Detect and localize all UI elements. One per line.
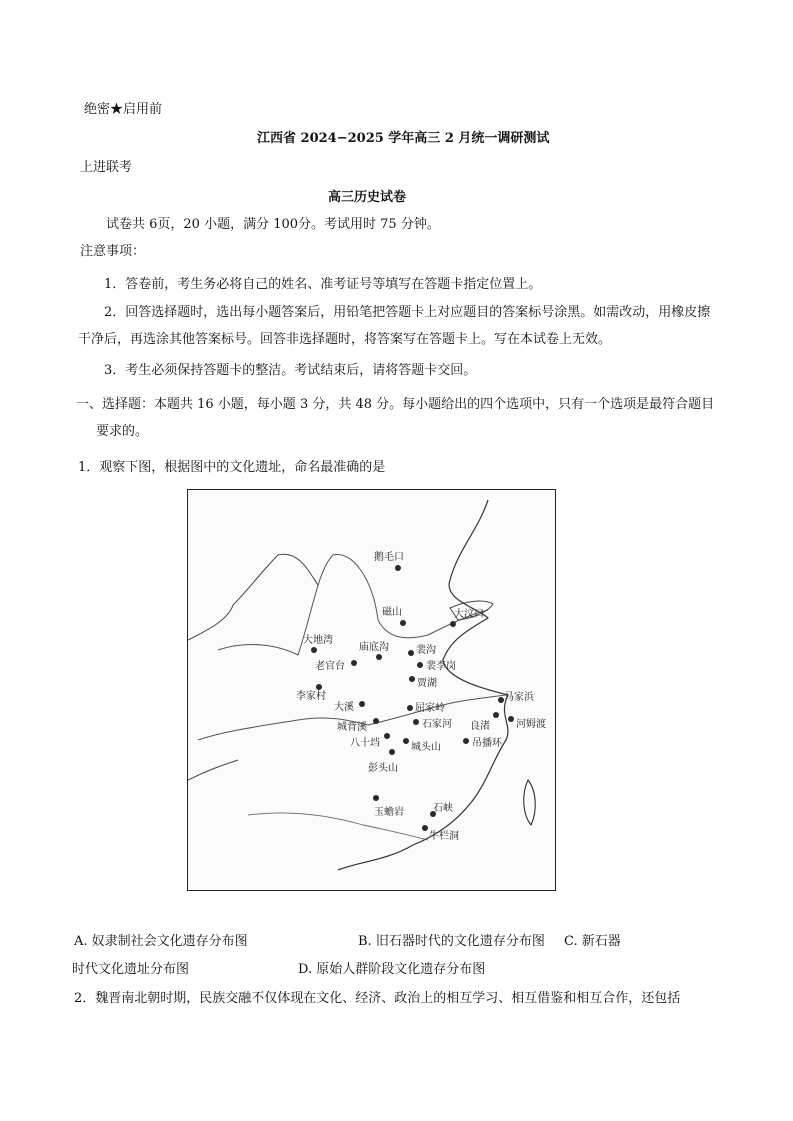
site-dot-cishan: [400, 620, 406, 626]
union-name: 上进联考: [80, 160, 133, 175]
site-dot-niulandong: [422, 825, 428, 831]
site-dot-peigou: [408, 650, 414, 656]
q1-stem: 1．观察下图，根据图中的文化遗址，命名最准确的是: [78, 460, 386, 475]
exam-title: 江西省 2024−2025 学年高三 2 月统一调研测试: [257, 131, 550, 146]
site-label-shijiahe: 石家河: [422, 719, 452, 730]
site-label-dawenkou: 大汶口: [454, 609, 484, 620]
q1-option-a: A. 奴隶制社会文化遗存分布图: [74, 934, 248, 949]
site-dot-yuchanyan: [373, 795, 379, 801]
site-label-chengtoushan: 城头山: [411, 742, 441, 753]
site-label-lijiacun: 李家村: [296, 691, 326, 702]
section-one-heading: [76, 391, 726, 445]
site-label-diaobohuan: 吊播环: [472, 738, 502, 749]
site-label-miaodigou: 庙底沟: [359, 642, 389, 653]
site-label-daxi: 大溪: [334, 702, 354, 713]
site-label-hemudu: 河姆渡: [516, 719, 546, 730]
site-label-emaokou: 鹅毛口: [374, 552, 404, 563]
site-dot-chengtoushan: [403, 738, 409, 744]
site-dot-miaodigou: [376, 654, 382, 660]
site-dot-daxi: [359, 701, 365, 707]
site-label-niulandong: 牛栏洞: [429, 831, 459, 842]
section-one-text: 一、选择题：本题共 16 小题，每小题 3 分，共 48 分。每小题给出的四个选项中，只有一个选项是最符合题目要求的。: [76, 397, 715, 439]
site-dot-laoguantai: [351, 660, 357, 666]
paper-title: 高三历史试卷: [328, 190, 407, 205]
note-item-1: 1．答卷前，考生务必将自己的姓名、准考证号等填写在答题卡指定位置上。: [104, 277, 542, 292]
site-label-pengtoushan: 彭头山: [368, 763, 398, 774]
site-label-liangzhu: 良渚: [470, 721, 490, 732]
secret-mark: 绝密★启用前: [84, 102, 163, 117]
notes-heading: 注意事项：: [80, 244, 146, 259]
site-dot-qujialing: [407, 705, 413, 711]
site-dot-bashidang: [384, 733, 390, 739]
site-dot-hemudu: [508, 716, 514, 722]
site-label-chengbeixi: 城背溪: [337, 722, 367, 733]
neolithic-sites-map: [187, 489, 556, 891]
site-label-peigou: 裴沟: [416, 645, 436, 656]
map-outline: [188, 490, 554, 889]
site-dot-dawenkou: [450, 621, 456, 627]
q1-option-c-part1: C. 新石器: [564, 934, 621, 949]
note-item-3: 3．考生必须保持答题卡的整洁。考试结束后，请将答题卡交回。: [104, 363, 477, 378]
note-item-2: 2．回答选择题时，选出每小题答案后，用铅笔把答题卡上对应题目的答案标号涂黑。如需改动，用橡皮擦干净后，再选涂其他答案标号。回答非选择题时，将答案写在答题卡上。写在本试卷上无效。: [78, 305, 711, 347]
site-label-peiligang: 裴李岗: [426, 661, 456, 672]
site-label-laoguantai: 老官台: [315, 661, 345, 672]
q2-stem: 2．魏晋南北朝时期，民族交融不仅体现在文化、经济、政治上的相互学习、相互借鉴和相互合作，还包括: [74, 991, 681, 1006]
site-dot-dadiwan: [311, 647, 317, 653]
site-dot-diaobohuan: [463, 738, 469, 744]
site-label-cishan: 磁山: [382, 607, 402, 618]
site-label-bashidang: 八十垱: [350, 738, 380, 749]
site-dot-chengbeixi: [373, 718, 379, 724]
site-dot-emaokou: [395, 565, 401, 571]
site-dot-shijiahe: [413, 719, 419, 725]
site-dot-peiligang: [417, 662, 423, 668]
site-dot-liangzhu: [493, 712, 499, 718]
site-label-qujialing: 屈家岭: [415, 703, 445, 714]
site-dot-jiahu: [409, 676, 415, 682]
site-dot-pengtoushan: [389, 749, 395, 755]
q1-option-d: D. 原始人群阶段文化遗存分布图: [298, 962, 486, 977]
exam-intro: 试卷共 6页，20 小题，满分 100分。考试用时 75 分钟。: [106, 217, 440, 232]
q1-option-b: B. 旧石器时代的文化遗存分布图: [358, 934, 545, 949]
site-label-dadiwan: 大地湾: [303, 635, 333, 646]
q1-option-c-part2: 时代文化遗址分布图: [72, 962, 190, 977]
site-label-majiabang: 马家浜: [504, 692, 534, 703]
site-label-jiahu: 贾湖: [417, 678, 437, 689]
site-label-yuchanyan: 玉蟾岩: [374, 807, 404, 818]
site-label-shixia: 石峡: [433, 803, 453, 814]
